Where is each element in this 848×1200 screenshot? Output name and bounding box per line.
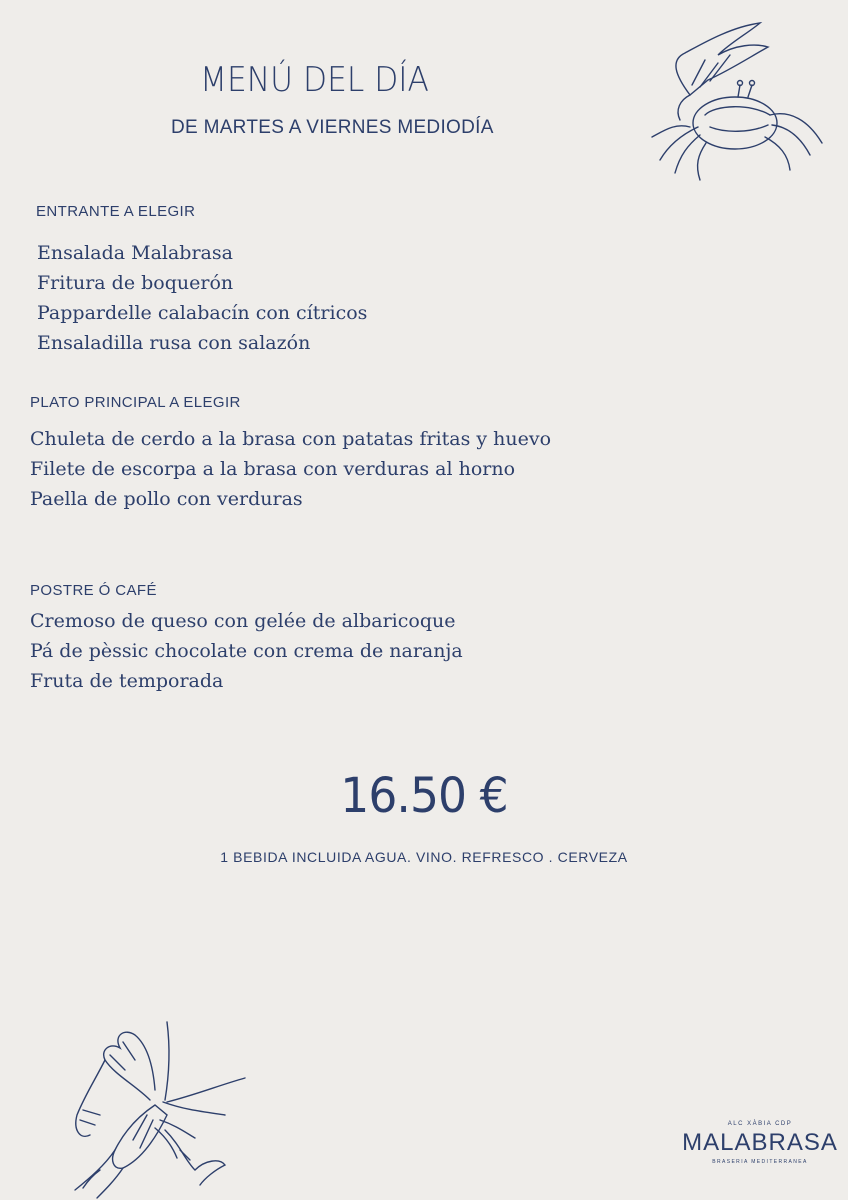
- list-item: Paella de pollo con verduras: [30, 488, 303, 510]
- brand-logo: [676, 1105, 844, 1200]
- drink-note: 1 BEBIDA INCLUIDA AGUA. VINO. REFRESCO . CERVEZA: [220, 849, 628, 865]
- list-item: Pá de pèssic chocolate con crema de naranja: [30, 640, 463, 662]
- logo-location: ALC XÀBIA CDP: [727, 1121, 793, 1127]
- list-item: Ensalada Malabrasa: [37, 242, 233, 264]
- logo-tagline: BRASERIA MEDITERRANEA: [712, 1159, 808, 1165]
- menu-title: MENÚ DEL DÍA: [200, 60, 429, 100]
- main-list: [30, 424, 551, 514]
- lobster-illustration: [55, 1020, 255, 1200]
- list-item: Chuleta de cerdo a la brasa con patatas fritas y huevo: [30, 428, 552, 450]
- dessert-list: [30, 606, 463, 696]
- crab-illustration: [630, 15, 830, 185]
- section-label-starters: ENTRANTE A ELEGIR: [36, 203, 196, 220]
- menu-subtitle: DE MARTES A VIERNES MEDIODÍA: [171, 117, 494, 138]
- list-item: Fritura de boquerón: [37, 272, 234, 294]
- section-label-main: PLATO PRINCIPAL A ELEGIR: [30, 394, 241, 411]
- list-item: Ensaladilla rusa con salazón: [37, 332, 311, 354]
- section-label-dessert: POSTRE Ó CAFÉ: [30, 582, 157, 599]
- logo-name: MALABRASA: [682, 1129, 838, 1156]
- list-item: Pappardelle calabacín con cítricos: [37, 302, 368, 324]
- menu-price: 16.50 €: [340, 768, 508, 824]
- list-item: Fruta de temporada: [30, 670, 224, 692]
- list-item: Cremoso de queso con gelée de albaricoque: [30, 610, 456, 632]
- list-item: Filete de escorpa a la brasa con verduras al horno: [30, 458, 516, 480]
- starters-list: [37, 238, 367, 358]
